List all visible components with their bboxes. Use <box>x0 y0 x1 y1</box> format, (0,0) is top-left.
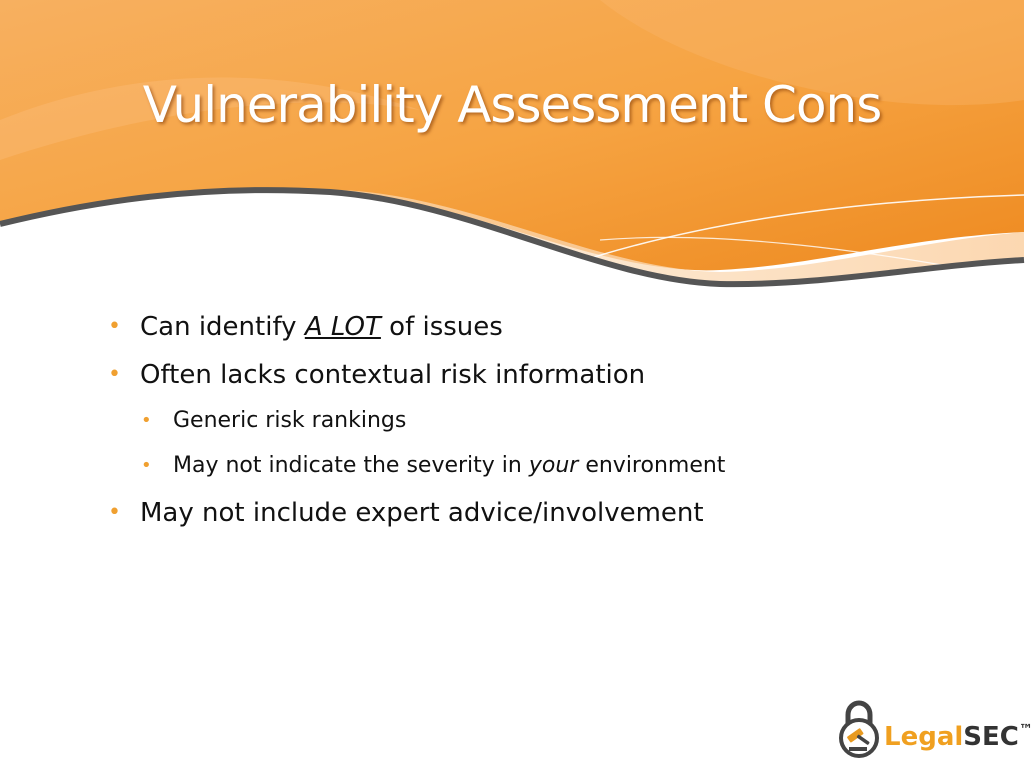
bullet-item <box>108 491 968 539</box>
sub-bullet-item <box>108 446 968 491</box>
bullet-text: May not indicate the severity in your environment <box>173 453 726 478</box>
bullet-dot-icon: • <box>108 314 121 339</box>
logo-wordmark: LegalSEC™ <box>884 722 1033 752</box>
slide-title: Vulnerability Assessment Cons <box>142 76 882 134</box>
sub-bullet-item <box>108 401 968 446</box>
bullet-item <box>108 305 968 353</box>
legalsec-logo <box>836 700 1033 760</box>
padlock-gavel-icon <box>836 700 882 758</box>
bullet-emphasis: your <box>528 453 579 478</box>
bullet-dot-icon: • <box>141 455 152 476</box>
bullet-text: May not include expert advice/involvement <box>140 498 704 528</box>
bullet-emphasis: A LOT <box>304 312 381 342</box>
bullet-list <box>108 305 968 539</box>
bullet-text: Often lacks contextual risk information <box>140 360 646 390</box>
bullet-text: Can identify A LOT of issues <box>140 312 503 342</box>
header-background <box>0 0 1024 300</box>
bullet-dot-icon: • <box>141 410 152 431</box>
bullet-dot-icon: • <box>108 500 121 525</box>
bullet-text: Generic risk rankings <box>173 408 407 433</box>
bullet-dot-icon: • <box>108 362 121 387</box>
bullet-item <box>108 353 968 401</box>
